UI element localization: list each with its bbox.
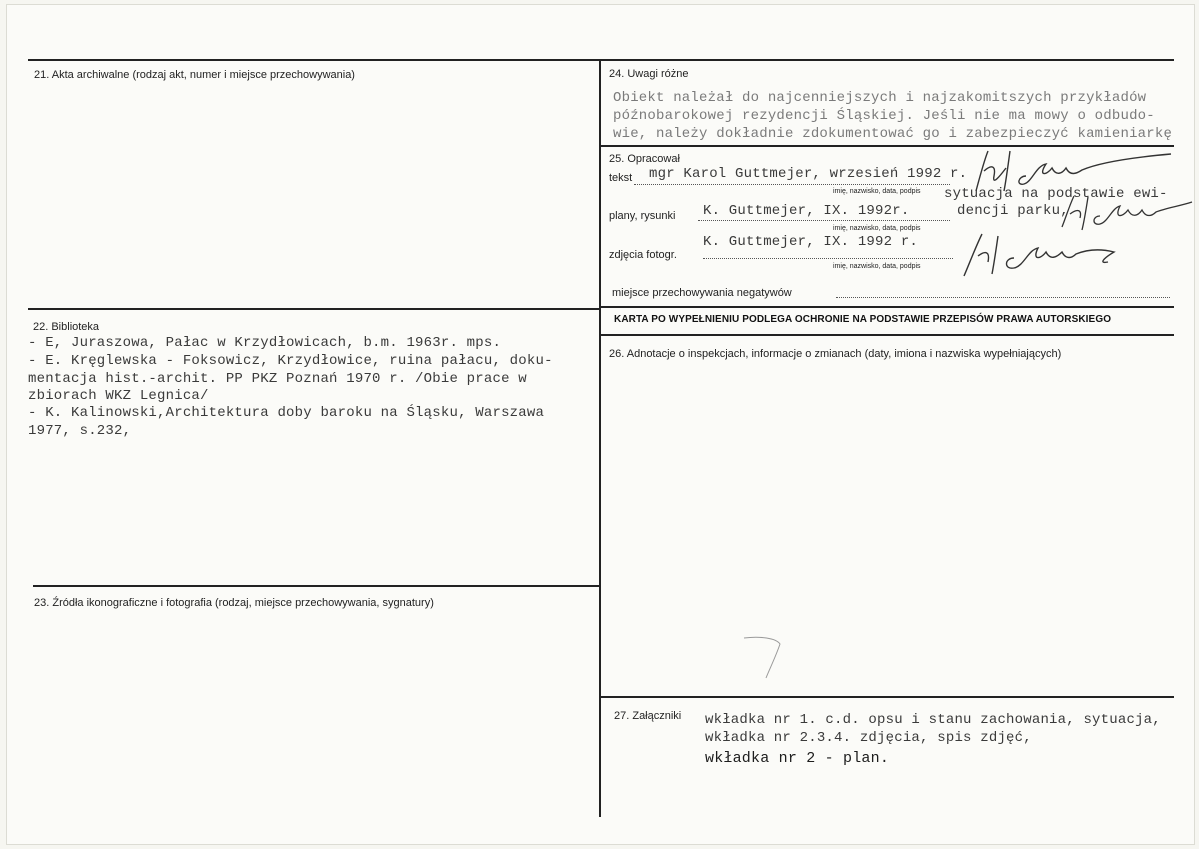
section-24-label: 24. Uwagi różne <box>609 68 689 80</box>
remarks-line: późnobarokowej rezydencji Śląskiej. Jeśli nie ma mowy o odbudo- <box>613 108 1155 124</box>
bibliography-line: 1977, s.232, <box>28 423 132 439</box>
signature-zdjecia <box>958 228 1118 278</box>
section-27-label: 27. Załączniki <box>614 710 682 722</box>
attachment-line: wkładka nr 2.3.4. zdjęcia, spis zdjęć, <box>705 730 1032 746</box>
plany-caption: imię, nazwisko, data, podpis <box>833 225 921 232</box>
section-23-label: 23. Źródła ikonograficzne i fotografia (rodzaj, miejsce przechowywania, sygnatury) <box>34 597 434 609</box>
center-divider <box>599 59 601 817</box>
rule-22-23 <box>33 585 600 587</box>
bibliography-line: zbiorach WKZ Legnica/ <box>28 388 209 404</box>
stray-pen-mark <box>740 632 800 682</box>
section-26-label: 26. Adnotacje o inspekcjach, informacje o zmianach (daty, imiona i nazwiska wypełniających) <box>609 348 1062 360</box>
tekst-dotted-line <box>634 184 950 185</box>
plany-note-1: sytuacja na podstawie ewi- <box>944 186 1168 202</box>
tekst-caption: imię, nazwisko, data, podpis <box>833 188 921 195</box>
attachment-line: wkładka nr 2 - plan. <box>705 750 890 767</box>
tekst-label: tekst <box>609 172 633 184</box>
rule-notice-bottom <box>600 334 1174 336</box>
zdjecia-caption: imię, nazwisko, data, podpis <box>833 263 921 270</box>
zdjecia-dotted-line <box>703 258 953 259</box>
plany-note-2: dencji parku, <box>957 203 1069 219</box>
plany-value: K. Guttmejer, IX. 1992r. <box>703 203 910 219</box>
copyright-notice: KARTA PO WYPEŁNIENIU PODLEGA OCHRONIE NA PODSTAWIE PRZEPISÓW PRAWA AUTORSKIEGO <box>614 314 1112 325</box>
signature-plany <box>1056 192 1196 232</box>
zdjecia-label: zdjęcia fotogr. <box>609 249 677 261</box>
rule-21-22 <box>28 308 600 310</box>
tekst-value: mgr Karol Guttmejer, wrzesień 1992 r. <box>649 166 968 182</box>
rule-26-27 <box>600 696 1174 698</box>
remarks-line: Obiekt należał do najcenniejszych i najzakomitszych przykładów <box>613 90 1147 106</box>
section-25-label: 25. Opracował <box>609 153 680 165</box>
bibliography-line: - K. Kalinowski,Architektura doby baroku na Śląsku, Warszawa <box>28 405 545 421</box>
rule-notice-top <box>600 306 1174 308</box>
signature-tekst <box>966 146 1176 196</box>
section-21-label: 21. Akta archiwalne (rodzaj akt, numer i miejsce przechowywania) <box>34 69 355 81</box>
bibliography-line: - E, Juraszowa, Pałac w Krzydłowicach, b.m. 1963r. mps. <box>28 335 502 351</box>
zdjecia-value: K. Guttmejer, IX. 1992 r. <box>703 234 919 250</box>
top-rule <box>28 59 1174 61</box>
attachment-line: wkładka nr 1. c.d. opsu i stanu zachowania, sytuacja, <box>705 712 1161 728</box>
miejsce-dotted-line <box>836 297 1170 298</box>
bibliography-line: - E. Kręglewska - Foksowicz, Krzydłowice, ruina pałacu, doku- <box>28 353 553 369</box>
bibliography-line: mentacja hist.-archit. PP PKZ Poznań 1970 r. /Obie prace w <box>28 371 527 387</box>
plany-label: plany, rysunki <box>609 210 676 222</box>
miejsce-label: miejsce przechowywania negatywów <box>612 287 792 299</box>
plany-dotted-line <box>698 220 950 221</box>
remarks-line: wie, należy dokładnie zdokumentować go i zabezpieczyć kamieniarkę <box>613 126 1173 142</box>
section-22-label: 22. Biblioteka <box>33 321 100 333</box>
